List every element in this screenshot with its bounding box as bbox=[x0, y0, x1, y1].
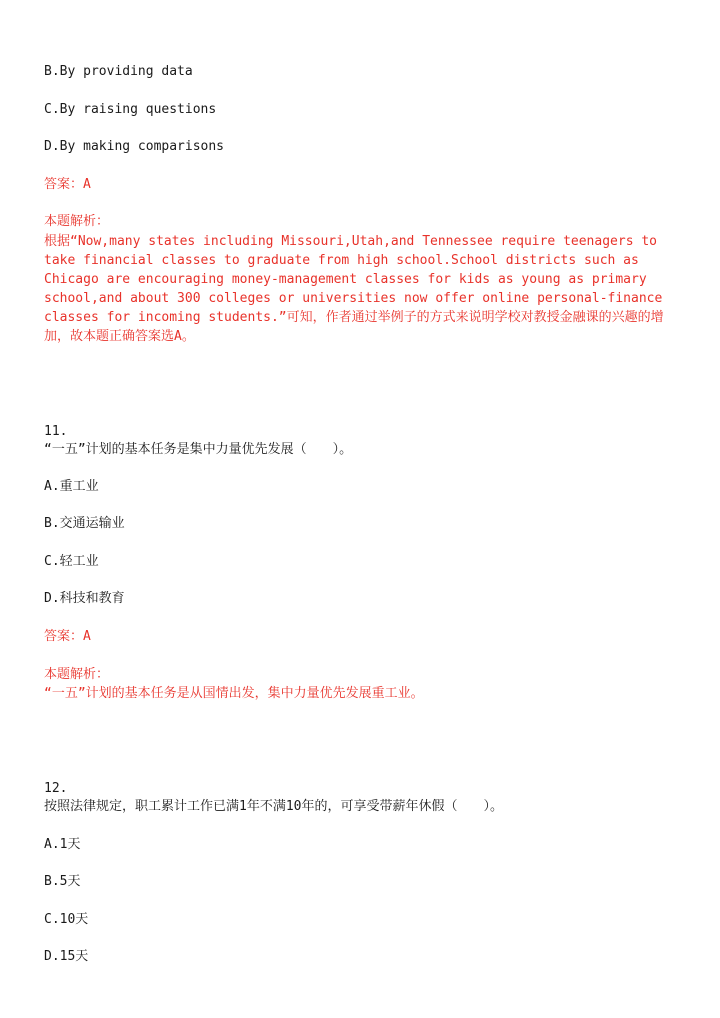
q10-option-b: B.By providing data bbox=[44, 64, 193, 79]
q11-option-b: B.交通运输业 bbox=[44, 516, 125, 531]
q11-number: 11. bbox=[44, 424, 68, 439]
q10-answer: 答案：A bbox=[44, 177, 91, 192]
q11-answer: 答案：A bbox=[44, 629, 91, 644]
q11-question: “一五”计划的基本任务是集中力量优先发展（ ）。 bbox=[44, 442, 353, 457]
q12-option-a: A.1天 bbox=[44, 837, 81, 852]
q10-option-d: D.By making comparisons bbox=[44, 139, 225, 154]
q12-number: 12. bbox=[44, 781, 68, 796]
q11-option-c: C.轻工业 bbox=[44, 554, 99, 569]
q11-option-a: A.重工业 bbox=[44, 479, 99, 494]
q10-option-c: C.By raising questions bbox=[44, 102, 217, 117]
q12-question: 按照法律规定，职工累计工作已满1年不满10年的，可享受带薪年休假（ ）。 bbox=[44, 799, 503, 814]
q12-option-b: B.5天 bbox=[44, 874, 81, 889]
q10-analysis-text: 根据“Now,many states including Missouri,Utah,and Tennessee require teenagers to take financial classes to graduate from high school.School districts such as Chicago are encouraging money-management classes for kids as young as primary school,and about 300 colleges or universities now offer online personal-finance classes for incoming students.”可知，作者通过举例子的方式来说明学校对教授金融课的兴趣的增加，故本题正确答案选A。 bbox=[44, 234, 664, 344]
q11-analysis-text: “一五”计划的基本任务是从国情出发，集中力量优先发展重工业。 bbox=[44, 686, 424, 701]
q12-option-d: D.15天 bbox=[44, 949, 89, 964]
q11-analysis-label: 本题解析： bbox=[44, 667, 110, 682]
q10-analysis-label: 本题解析： bbox=[44, 214, 110, 229]
q11-option-d: D.科技和教育 bbox=[44, 591, 125, 606]
q12-option-c: C.10天 bbox=[44, 912, 89, 927]
